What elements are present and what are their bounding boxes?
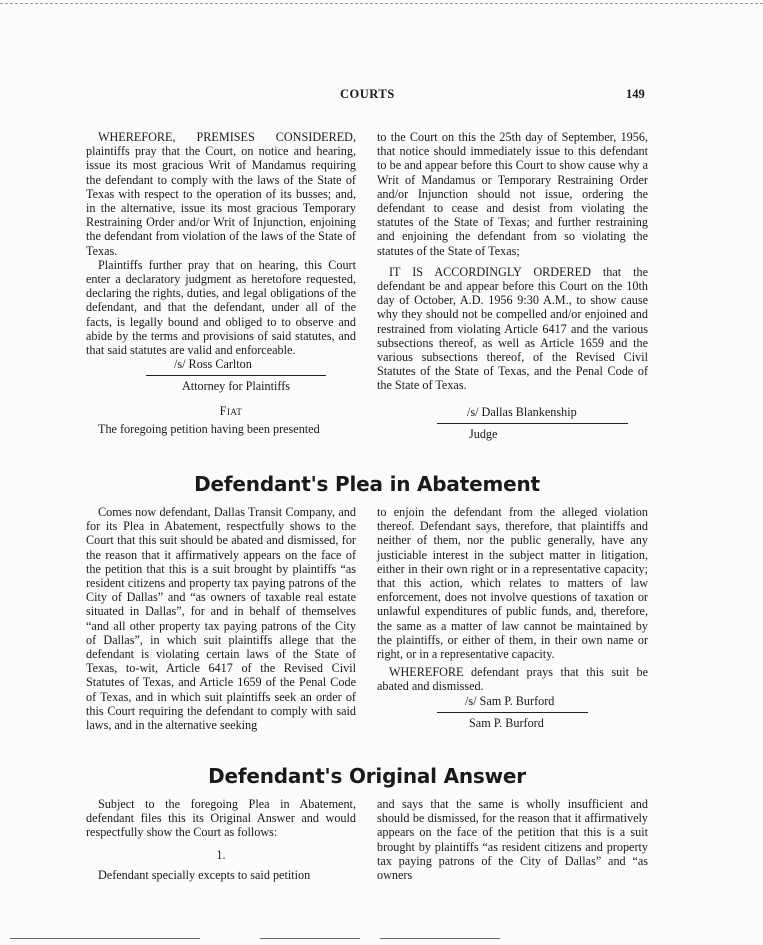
- plea-left-column: [86, 505, 356, 732]
- judge-signature-rule: [437, 423, 628, 424]
- answer-right-column: [377, 797, 648, 882]
- plea-in-abatement-heading: Defendant's Plea in Abatement: [194, 472, 540, 496]
- answer-exception: Defendant specially excepts to said petition: [98, 867, 311, 882]
- plea-right-column: [377, 505, 648, 730]
- answer-intro: Subject to the foregoing Plea in Abatement, defendant files this its Original Answer and would respectfully show the Court as follows:: [86, 797, 356, 840]
- fiat-right-column: [377, 130, 648, 441]
- plea-prayer: WHEREFORE defendant prays that this suit be abated and dismissed.: [377, 665, 648, 694]
- signature-rule: [146, 375, 326, 376]
- answer-number: 1.: [216, 847, 226, 862]
- answer-continued-paragraph: and says that the same is wholly insufficient and should be dismissed, for the reason that it affirmatively appears on the face of the petition that this is a suit brought by plaintiffs “as resident citizens and property tax paying patrons of the City of Dallas” and “as owners: [377, 797, 648, 883]
- defense-signature-rule: [437, 712, 588, 713]
- plaintiff-signature-title: Attorney for Plaintiffs: [181, 379, 291, 394]
- order-paragraph: IT IS ACCORDINGLY ORDERED that the defendant be and appear before this Court on the 10th day of October, A.D. 1956 9:30 A.M., to show cause why they should not be compelled and/or enjoined and restrained from violating Article 6417 and the various subsections thereof, as well as Article 1659 and the various subsections thereof, of the Revised Civil Statutes of the State of Texas, and the Penal Code of the State of Texas.: [377, 264, 648, 393]
- fiat-continued-paragraph: to the Court on this the 25th day of September, 1956, that notice should immediately issue to this defendant to be and appear before this Court to show cause why a Writ of Mandamus or Temporary Restraining Order and/or Injunction should not issue, ordering the defendant to cease and desist from violating the statutes of the State of Texas; and further restraining and enjoining the defendant from so violating the statutes of the State of Texas;: [377, 130, 648, 258]
- bottom-rule-left: [10, 938, 200, 939]
- judge-signature: /s/ Dallas Blankenship: [467, 404, 577, 419]
- bottom-rule-right: [380, 938, 500, 939]
- answer-left-column: [86, 797, 356, 882]
- original-answer-heading: Defendant's Original Answer: [208, 764, 526, 788]
- fiat-text: The foregoing petition having been presented: [98, 421, 320, 436]
- plea-paragraph: Comes now defendant, Dallas Transit Company, and for its Plea in Abatement, respectfully shows to the Court that this suit should be abated and dismissed, for the reason that it affirmatively appears on the face of the petition that this is a suit brought by plaintiffs “as resident citizens and property tax paying patrons of the City of Dallas” and “as owners of taxable real estate situated in Dallas”, for and in behalf of themselves “and all other property tax paying patrons of the City of Dallas”, in which suit plaintiffs allege that the defendant is violating certain laws of the State of Texas, to-wit, Article 6417 of the Revised Civil Statutes of Texas, and Article 1659 of the Penal Code of Texas, and in which suit plaintiffs seek an order of this Court requiring the defendant to comply with said laws, and in the alternative seeking: [86, 505, 356, 733]
- running-head: COURTS: [340, 87, 395, 101]
- defense-signature-name: Sam P. Burford: [469, 715, 544, 730]
- declaratory-paragraph: Plaintiffs further pray that on hearing, this Court enter a declaratory judgment as heretofore requested, declaring the rights, duties, and legal obligations of the defendant, and that the defendant, under all of the facts, is legally bound and obliged to to observe and abide by the terms and provisions of said statutes, and that said statutes are valid and enforceable.: [86, 257, 356, 358]
- top-dashed-rule: [0, 3, 763, 4]
- fiat-label: Fiat: [219, 403, 243, 418]
- bottom-rule-mid: [260, 938, 360, 939]
- plea-continued-paragraph: to enjoin the defendant from the alleged violation thereof. Defendant says, therefore, that plaintiffs and neither of them, nor the public generally, have any justiciable interest in the subject matter in litigation, either in their own right or in a representative capacity; that this action, which relates to matters of law enforcement, does not involve questions of taxation or unlawful expenditures of public funds, and, therefore, the same as a matter of law cannot be maintained by the plaintiffs, or either of them, in their own name or right, or in a representative capacity.: [377, 505, 648, 662]
- defense-signature: /s/ Sam P. Burford: [465, 693, 555, 708]
- plaintiff-signature: /s/ Ross Carlton: [174, 357, 252, 372]
- petition-prayer-left-column: [86, 130, 356, 436]
- page-number: 149: [626, 87, 645, 101]
- prayer-paragraph: WHEREFORE, PREMISES CONSIDERED, plaintiffs pray that the Court, on notice and hearing, issue its most gracious Writ of Mandamus requiring the defendant to comply with the laws of the State of Texas with respect to the operation of its busses; and, in the alternative, issue its most gracious Temporary Restraining Order and/or Writ of Injunction, enjoining the defendant from violation of the laws of the State of Texas.: [86, 130, 356, 258]
- judge-title: Judge: [469, 426, 498, 441]
